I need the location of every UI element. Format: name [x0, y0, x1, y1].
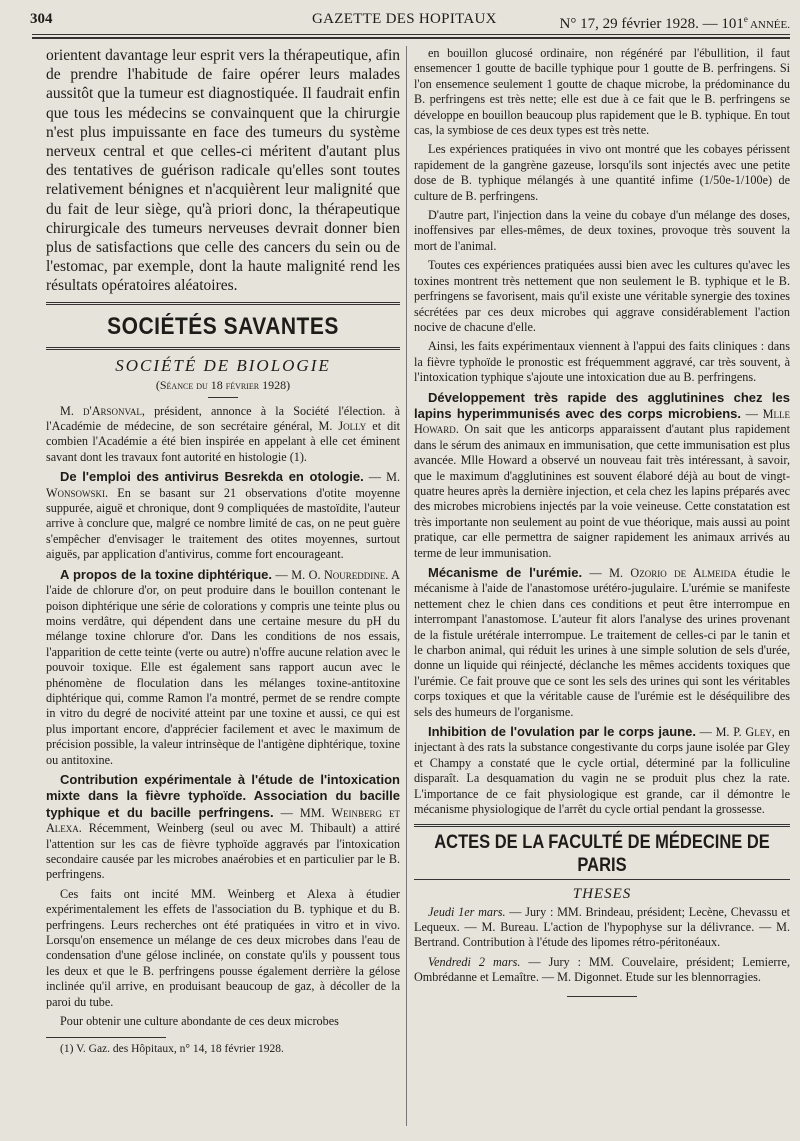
issue-date: N° 17, 29 février 1928. — 101: [559, 16, 744, 32]
article-cobayes: [414, 142, 790, 204]
article-title: Mécanisme de l'urémie.: [428, 565, 583, 580]
article-text: Pour obtenir une culture abondante de ces deux microbes: [60, 1014, 339, 1029]
article-agglutinines: [414, 390, 790, 561]
article-injection: [414, 208, 790, 254]
article-title: Contribution expérimentale à l'étude de l'intoxication mixte dans la fièvre typhoïde. Association du bacille typhique et du bacille perfringens.: [46, 771, 400, 820]
thesis-text: — Jury : MM. Couvelaire, président; Lemierre, Ombrédanne et Lemaître. — M. Digonnet. Etude sur les blennorragies.: [414, 954, 790, 985]
faculty-rule: [414, 824, 790, 827]
article-toutes: [414, 258, 790, 335]
article-title: Développement très rapide des agglutinines chez les lapins hyperimmunisés avec des corps microbiens.: [414, 389, 790, 421]
footnote: (1) V. Gaz. des Hôpitaux, n° 14, 18 février 1928.: [60, 1043, 284, 1056]
article-title: Inhibition de l'ovulation par le corps jaune.: [428, 724, 696, 740]
article-text: , en injectant à des rats la substance congestivante du corps jaune isolée par Gley et Champy a constaté que le cycle ortial, déterminé par la folliculine disparaît. La desquamation du vagin ne se produit plus chez la rate. L'importance de ce fait physiologique est grande, car il démontre le mécanisme physiologique de l'arrêt du cycle ortial pendant la grossesse.: [414, 725, 790, 817]
theses-list: [414, 905, 790, 986]
article-ainsi: [414, 339, 790, 385]
article-text: . En se basant sur 21 observations d'otite moyenne suppurée, aiguë et chronique, dont 9 compliquées de mastoïdite, l'auteur arrive à conclure que, malgré ce nombre limité de cas, on ne peut guère s'empêcher d'envisager le traitement des otites moyennes, surtout aiguës, par application d'antivirus, comme fort encourageant.: [46, 485, 400, 562]
column-divider: [406, 46, 407, 1126]
article-author: — M. Ozorio de Almeida: [582, 566, 737, 580]
page-header: [30, 8, 796, 32]
left-items: [46, 404, 400, 1030]
issue-year-label: ANNÉE.: [747, 19, 790, 31]
faculty-rule-bottom: [414, 879, 790, 880]
intro-paragraph: orientent davantage leur esprit vers la thérapeutique, afin de prendre l'habitude de faire opérer leurs malades aussitôt que la tumeur est diagnostiquée. Il faudrait enfin que tous les médecins se convainquent que la chirurgie n'est plus impuissante en face des tumeurs du système nerveux central et que celles-ci méritent d'autant plus des tentatives de guérison radicale qu'elles sont toutes relativement bénignes et n'acquièrent leur malignité que du fait de leur siège, qu'à priori donc, la thérapeutique chirurgicale des tumeurs nerveuses devrait donner bien plus de satisfactions que celle des cancers du sein ou de l'estomac, par exemple, dont la haute malignité rend les résultats opératoires aléatoires.: [46, 47, 400, 295]
theses-title: THESES: [572, 885, 632, 902]
article-text: en bouillon glucosé ordinaire, non régénéré par l'ébullition, il faut ensemencer 1 goutte de bacille typhique pour 1 goutte de B. perfringens. Si l'on ensemence seulement 1 goutte de chaque microbe, la prédominance du B. perfringens est très nette; elle est due à ce fait que le B. perfringens se développe en bouillon beaucoup plus rapidement que le B. typhique. En tout cas, la symbiose de ces deux types est très nette.: [414, 46, 790, 138]
article-arsonval: [46, 404, 400, 466]
thesis-text: — Jury : MM. Brindeau, président; Lecène, Chevassu et Lequeux. — M. Bureau. L'action de l'hypophyse sur la délivrance. — M. Bertrand. Contribution à l'étude des lipomes rétro-péritonéaux.: [414, 904, 790, 950]
society-title: SOCIÉTÉ DE BIOLOGIE: [115, 355, 331, 375]
section-rule-bottom: [46, 347, 400, 350]
header-rule: [32, 34, 790, 35]
article-title: A propos de la toxine diphtérique.: [60, 566, 273, 582]
article-uremie: [414, 565, 790, 720]
article-text: . A l'aide de chlorure d'or, on peut produire dans le bouillon contenant le poison diphtérique une série de colorations y compris une teinte plus ou moins verdâtre, qui dépendent dans une certaine mesure du pH du mélange toxine chlorure d'or. Dans les conditions de nos essais, l'apparition de cette teinte (verte ou autre) n'offre aucune relation avec le pouvoir toxique. Elle est également sans rapport aucun avec le phénomène de floculation dans les mélanges toxine-antitoxine diphtérique qui, comme Ramon l'a montré, permet de se rendre compte in vitro du degré de nocivité atteint par une toxine et aussi, ce qui est plus important encore, d'apprécier facilement et avec le maximum de précision possible, la valeur intrinsèque de l'antigène diphtérique, toxine ou antitoxine.: [46, 567, 400, 767]
article-text: Toutes ces expériences pratiquées aussi bien avec les cultures qu'avec les toxines montrent très nettement que non seulement le B. typhique et le B. perfringens se favorisent, mais qu'il existe une véritable synergie des toxines sécrétées par ces deux microbes qui aggrave considérablement l'action nocive de chacune d'elle.: [414, 258, 790, 334]
seance-date: (Séance du 18 février 1928): [155, 377, 291, 392]
right-column: [414, 46, 790, 997]
end-rule: [567, 996, 637, 997]
thesis-date: Jeudi 1er mars.: [428, 904, 506, 919]
faculty-title: ACTES DE LA FACULTÉ DE MÉDECINE DE PARIS: [434, 830, 770, 876]
article-author: — Mlle Howard: [414, 406, 790, 437]
article-author: — M. P. Gley: [695, 725, 772, 740]
article-bouillon: [414, 46, 790, 138]
article-typhoide: [46, 772, 400, 883]
section-title: SOCIÉTÉS SAVANTES: [107, 312, 339, 340]
left-column: [46, 46, 400, 1056]
article-ovulation: [414, 724, 790, 817]
section-rule: [46, 302, 400, 305]
article-text: D'autre part, l'injection dans la veine du cobaye d'un mélange des doses, inoffensives par elles-mêmes, de deux toxines, provoque très souvent la mort de l'animal.: [414, 208, 790, 253]
article-author: — M. Wonsowski: [46, 470, 400, 500]
article-antivirus: [46, 469, 400, 562]
right-items: [414, 46, 790, 818]
issue-info: [560, 8, 790, 36]
article-text: Ainsi, les faits expérimentaux viennent à l'appui des faits cliniques : dans la fièvre typhoïde le pronostic est fréquemment aggravé, car très souvent, à l'intoxication typhique s'ajoute une intoxication due au B. perfringens.: [414, 339, 790, 385]
article-typhoide-3: [46, 1014, 400, 1029]
journal-title: GAZETTE DES HOPITAUX: [312, 11, 497, 27]
thesis-date: Vendredi 2 mars.: [428, 954, 521, 969]
article-text: Ces faits ont incité MM. Weinberg et Alexa à étudier expérimentalement les effets de l'association du B. typhique et du B. perfringens. Leurs recherches ont été pratiquées in vitro et in vivo. Lorsqu'on ensemence un mélange de ces deux microbes dans l'eau de condensation d'une gélose inclinée, on constate qu'ils y poussent tous les deux et que le B. perfringens pousse également derrière la gélose inclinée qu'il arrive, en produisant beaucoup de gaz, à décoller de la paroi du tube.: [46, 886, 400, 1009]
article-text: , président, annonce à la Société l'élection. à l'Académie de médecine, de son secrétaire général, M.: [46, 403, 400, 434]
article-author: — MM. Weinberg et Alexa: [46, 805, 400, 836]
thesis-entry: [414, 955, 790, 986]
issue-sup: e: [743, 14, 748, 24]
article-title: De l'emploi des antivirus Besrekda en otologie.: [60, 469, 364, 485]
article-toxine: [46, 567, 400, 768]
article-author-2: Jolly: [338, 419, 367, 434]
thesis-entry: [414, 905, 790, 951]
article-text-2: et dit combien l'Académie a été bien inspirée en appelant à elle cet éminent savant dont les travaux font autorité en histologie (1).: [46, 419, 400, 464]
article-text: . On sait que les anticorps apparaissent d'autant plus rapidement dans le sérum des animaux en immunisation, que cette immunisation est plus avancée. Mlle Howard a observé un nouveau fait très intéressant, à savoir, que le maximum d'agglutinines est souvent élaboré déjà au bout de vingt-quatre heures après la dernière injection, et cela chez les lapins préparés avec des microbes microbiens injectés par la voie veineuse. Cette constatation est très importante non seulement au point de vue théorique, mais aussi au point pratique, car elle permettra de saigner rapidement les animaux arrivés au terme de leur immunisation.: [414, 422, 790, 560]
article-text: étudie le mécanisme à l'aide de l'anastomose urétéro-jugulaire. L'urémie se manifeste nettement chez le chien dans ces conditions et peut être interrompue en interrompant l'anastomose. L'auteur fit alors l'analyse des urines provenant de la fistule urétérale interrompue. Le traitement de celles-ci par le tanin et le charbon animal, qui réduit les urines à une simple solution de sels d'urée, donne un liquide qui réinjecté, déclanche les mêmes accidents toxiques que l'urémie. Ce fait prouve que ce sont les sels des urines qui sont les véritables corps toxiques et que la véritable cause de l'urémie est le déséquilibre des sels des humeurs de l'organisme.: [414, 566, 790, 719]
page-number: 304: [30, 11, 53, 27]
article-author: — M. O. Noureddine: [272, 567, 386, 582]
article-author: M. d'Arsonval: [60, 403, 142, 418]
article-typhoide-2: [46, 887, 400, 1010]
short-rule: [208, 397, 238, 398]
header-rule-thick: [32, 37, 790, 39]
article-text: . Récemment, Weinberg (seul ou avec M. Thibault) a attiré l'attention sur les cas de fièvre typhoïde aggravés par l'intoxication secondaire causée par les microbes anaérobies et en particulier par le B. perfringens.: [46, 821, 400, 882]
footnote-rule: [46, 1037, 166, 1038]
article-text: Les expériences pratiquées in vivo ont montré que les cobayes périssent rapidement de la gangrène gazeuse, lorsqu'ils sont injectés avec une petite dose de B. typhique mélangés à une quantité infime (1/50e-1/100e) de culture de B. perfringens.: [414, 142, 790, 203]
